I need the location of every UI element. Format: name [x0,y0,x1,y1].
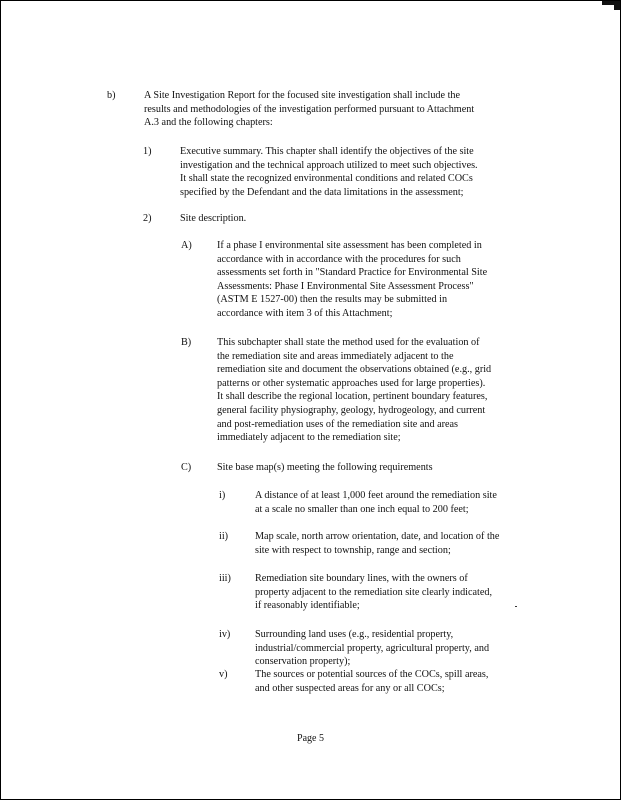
text-line: the remediation site and areas immediately adjacent to the [217,350,454,362]
text-line: property adjacent to the remediation site clearly indicated, [255,586,493,598]
text-line: A Site Investigation Report for the focused site investigation shall include the [144,90,461,101]
text-line: patterns or other systematic approaches used for large properties). [217,377,486,389]
text-line: conservation property); [255,656,351,668]
item-iii-text [255,572,492,613]
item-iv-label: iv) [219,629,231,640]
item-1-label: 1) [143,146,152,157]
item-v-label: v) [219,669,228,680]
item-v-text [255,668,488,695]
text-line: results and methodologies of the investigation performed pursuant to Attachment [144,103,475,115]
item-iii-label: iii) [219,573,231,584]
text-line: This subchapter shall state the method used for the evaluation of [217,337,480,348]
scan-speck [515,606,517,607]
item-2-label: 2) [143,213,152,224]
text-line: accordance with in accordance with the procedures for such [217,253,461,265]
item-ii-label: ii) [219,531,229,542]
text-line: assessments set forth in "Standard Practice for Environmental Site [217,267,488,279]
page-number: Page 5 [297,733,324,744]
item-ii-text [255,530,499,557]
text-line: industrial/commercial property, agricultural property, and [255,642,490,654]
text-line: and other suspected areas for any or all COCs; [255,682,445,694]
text-line: general facility physiography, geology, hydrogeology, and current [217,404,486,416]
text-line: Site base map(s) meeting the following requirements [217,462,433,473]
item-C-text [217,461,433,475]
item-1-text [180,145,478,199]
item-i-label: i) [219,490,226,501]
text-line: immediately adjacent to the remediation site; [217,432,401,444]
text-line: Site description. [180,213,247,224]
item-B-text [217,336,491,445]
item-i-text [255,489,497,516]
text-line: (ASTM E 1527-00) then the results may be submitted in [217,294,448,306]
text-line: site with respect to township, range and section; [255,544,451,556]
item-b-text [144,89,474,130]
item-C-label: C) [181,462,192,473]
text-line: at a scale no smaller than one inch equal to 200 feet; [255,503,469,515]
text-line: and post-remediation uses of the remediation site and areas [217,418,459,430]
text-line: A.3 and the following chapters: [144,117,273,129]
text-line: A distance of at least 1,000 feet around the remediation site [255,490,497,501]
item-B-label: B) [181,337,192,348]
item-iv-text [255,628,489,669]
text-line: Assessments: Phase I Environmental Site Assessment Process" [217,280,474,292]
item-A-text [217,239,487,321]
item-b-label: b) [107,90,116,101]
text-line: It shall state the recognized environmental conditions and related COCs [180,173,473,185]
text-line: if reasonably identifiable; [255,600,360,612]
text-line: Executive summary. This chapter shall identify the objectives of the site [180,146,474,157]
text-line: accordance with item 3 of this Attachment; [217,307,393,319]
text-line: It shall describe the regional location, pertinent boundary features, [217,391,488,403]
text-line: remediation site and document the observations obtained (e.g., grid [217,364,492,376]
corner-staple-mark [602,1,620,11]
item-A-label: A) [181,240,192,251]
item-2-text [180,212,246,226]
text-line: Surrounding land uses (e.g., residential property, [255,629,454,640]
text-line: The sources or potential sources of the COCs, spill areas, [255,669,489,680]
text-line: investigation and the technical approach utilized to meet such objectives. [180,159,478,171]
text-line: If a phase I environmental site assessment has been completed in [217,240,482,251]
text-line: Remediation site boundary lines, with the owners of [255,573,468,584]
text-line: Map scale, north arrow orientation, date, and location of the [255,531,500,542]
text-line: specified by the Defendant and the data limitations in the assessment; [180,186,464,198]
